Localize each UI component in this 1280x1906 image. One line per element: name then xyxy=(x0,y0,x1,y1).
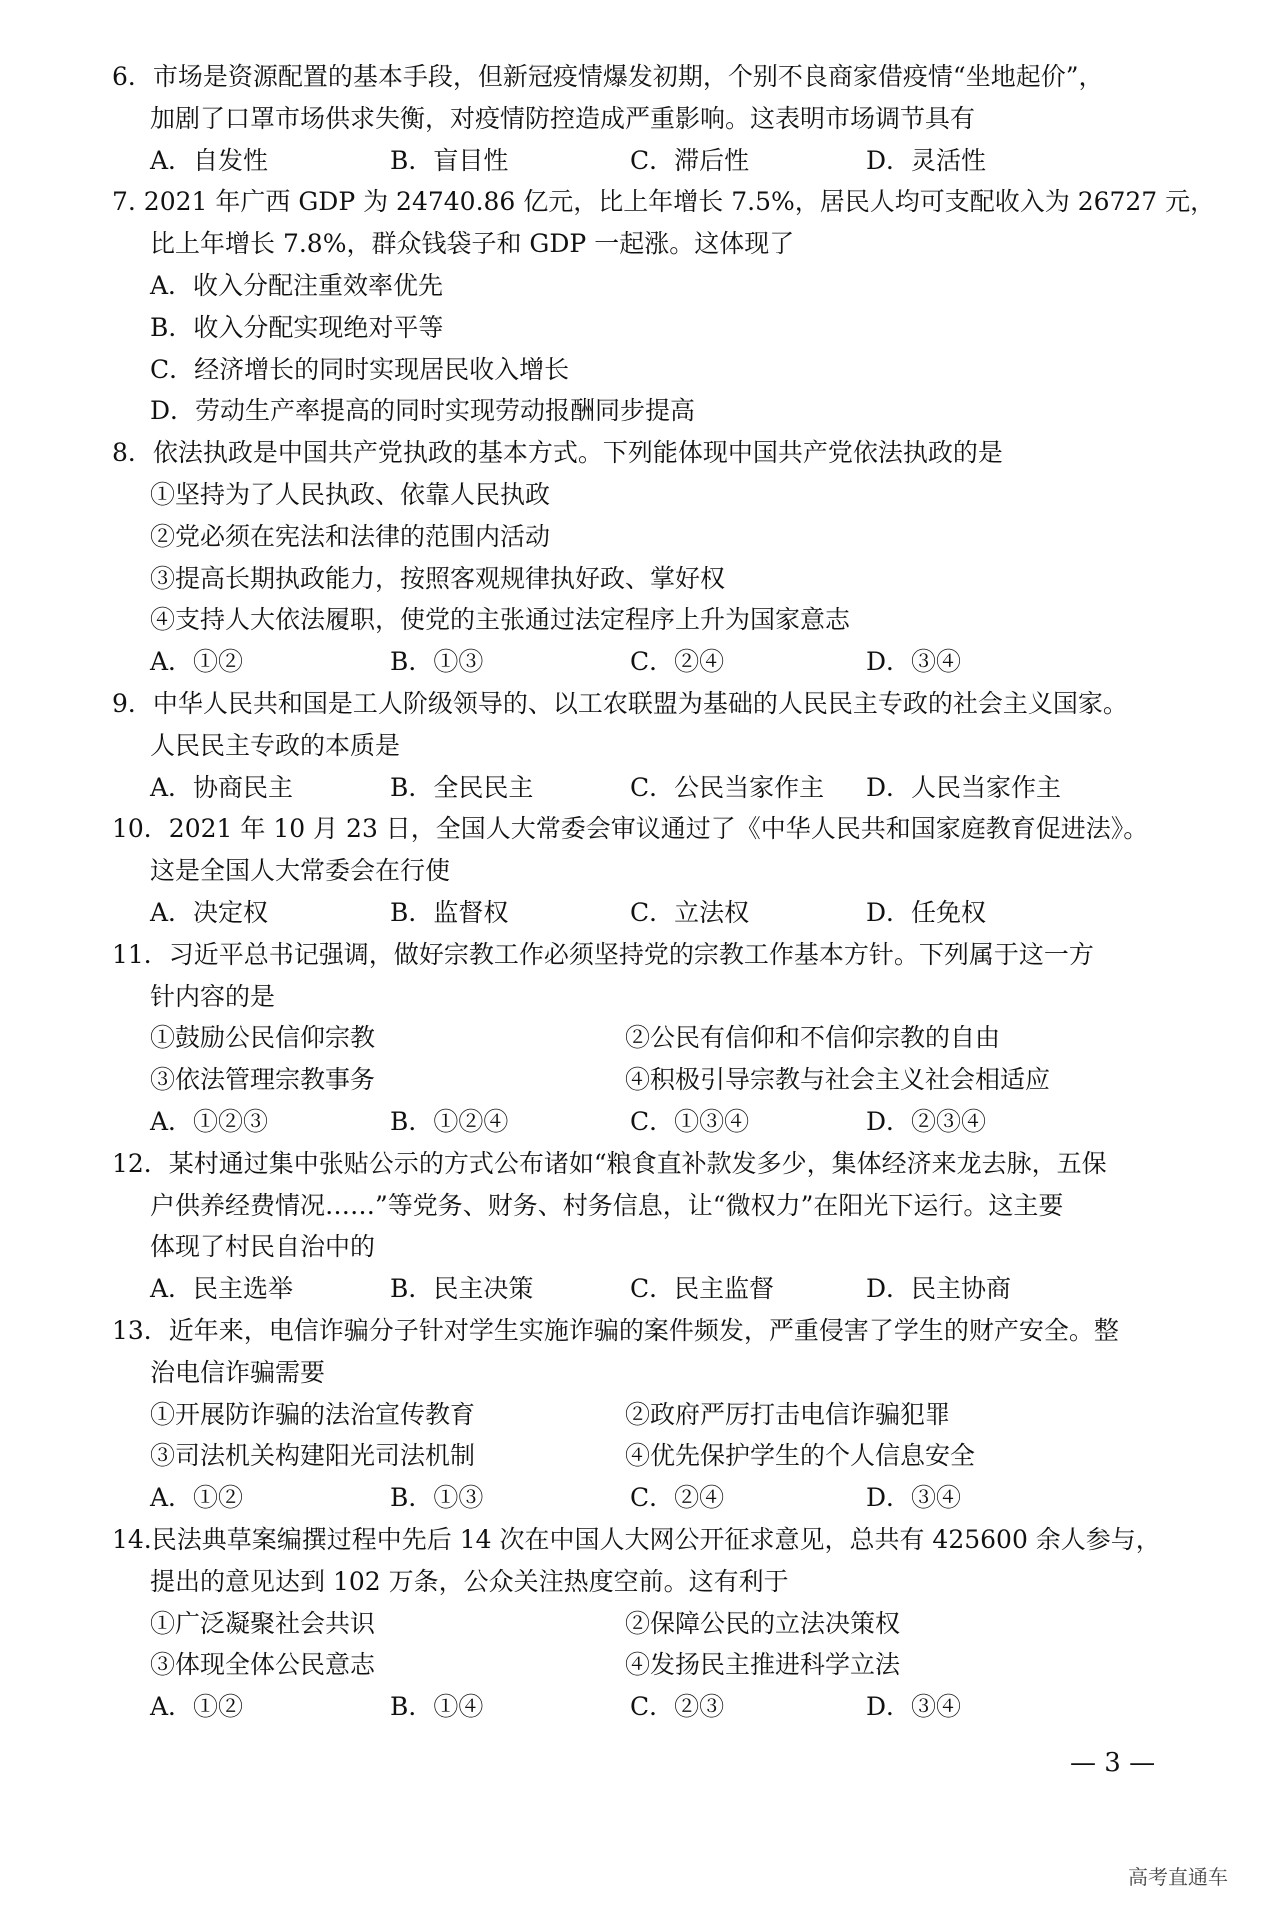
q7-stem-line: 比上年增长 7.8%，群众钱袋子和 GDP 一起涨。这体现了 xyxy=(150,229,795,259)
q13-stem-line: 13．近年来，电信诈骗分子针对学生实施诈骗的案件频发，严重侵害了学生的财产安全。整 xyxy=(112,1316,1119,1345)
q12-stem-line: 体现了村民自治中的 xyxy=(150,1232,376,1262)
q9-choice-c: C．公民当家作主 xyxy=(630,772,825,802)
q10-stem-line: 这是全国人大常委会在行使 xyxy=(150,856,451,886)
q10-choice-c: C．立法权 xyxy=(630,898,750,927)
q12-stem-line: 12．某村通过集中张贴公示的方式公布诸如“粮食直补款发多少，集体经济来龙去脉，五保 xyxy=(112,1148,1107,1178)
q7-statement: D．劳动生产率提高的同时实现劳动报酬同步提高 xyxy=(150,396,696,426)
q14-choice-c: C．②③ xyxy=(630,1692,725,1722)
q12-stem-line: 户供养经费情况……”等党务、财务、村务信息，让“微权力”在阳光下运行。这主要 xyxy=(150,1190,1064,1220)
q8-choice-d: D．③④ xyxy=(866,647,962,677)
q10-stem-line: 10．2021 年 10 月 23 日，全国人大常委会审议通过了《中华人民共和国家庭教育促进法》。 xyxy=(112,814,1149,844)
q8-stem-line: 8．依法执政是中国共产党执政的基本方式。下列能体现中国共产党依法执政的是 xyxy=(112,438,1003,468)
q12-choice-b: B．民主决策 xyxy=(390,1274,534,1304)
watermark: 高考直通车 xyxy=(1128,1865,1228,1889)
q7-statement: B．收入分配实现绝对平等 xyxy=(150,312,444,342)
q6-stem-line: 加剧了口罩市场供求失衡，对疫情防控造成严重影响。这表明市场调节具有 xyxy=(150,103,976,133)
q8-statement: ④支持人大依法履职，使党的主张通过法定程序上升为国家意志 xyxy=(150,605,851,635)
q8-choice-a: A．①② xyxy=(150,647,244,677)
q14-choice-d: D．③④ xyxy=(866,1692,962,1722)
q13-statement: ②政府严厉打击电信诈骗犯罪 xyxy=(625,1399,951,1429)
q6-choice-b: B．盲目性 xyxy=(390,145,509,175)
q14-statement: ①广泛凝聚社会共识 xyxy=(150,1608,376,1638)
page-number: — 3 — xyxy=(1070,1748,1156,1778)
q10-choice-b: B．监督权 xyxy=(390,898,509,927)
q8-statement: ②党必须在宪法和法律的范围内活动 xyxy=(150,521,551,551)
q13-choice-d: D．③④ xyxy=(866,1483,962,1513)
q11-choice-b: B．①②④ xyxy=(390,1107,509,1136)
q13-choice-a: A．①② xyxy=(150,1483,244,1513)
q6-choice-a: A．自发性 xyxy=(150,145,269,175)
q13-choice-c: C．②④ xyxy=(630,1483,725,1513)
q10-choice-d: D．任免权 xyxy=(866,898,987,927)
q11-statement: ③依法管理宗教事务 xyxy=(150,1065,376,1095)
q14-choice-a: A．①② xyxy=(150,1692,244,1722)
q11-statement: ②公民有信仰和不信仰宗教的自由 xyxy=(625,1023,1001,1053)
q13-statement: ①开展防诈骗的法治宣传教育 xyxy=(150,1399,476,1429)
q6-stem-line: 6．市场是资源配置的基本手段，但新冠疫情爆发初期，个别不良商家借疫情“坐地起价”， xyxy=(112,62,1104,91)
q11-choice-a: A．①②③ xyxy=(150,1107,269,1136)
q9-choice-d: D．人民当家作主 xyxy=(866,772,1062,802)
q14-stem-line: 14.民法典草案编撰过程中先后 14 次在中国人大网公开征求意见，总共有 425600 余人参与， xyxy=(112,1525,1161,1554)
q11-stem-line: 针内容的是 xyxy=(150,981,276,1011)
q6-choice-c: C．滞后性 xyxy=(630,145,750,175)
q14-statement: ②保障公民的立法决策权 xyxy=(625,1608,901,1638)
q14-stem-line: 提出的意见达到 102 万条，公众关注热度空前。这有利于 xyxy=(150,1566,789,1596)
q14-statement: ③体现全体公民意志 xyxy=(150,1650,376,1680)
q11-choice-d: D．②③④ xyxy=(866,1107,987,1136)
q8-choice-b: B．①③ xyxy=(390,647,484,677)
q14-choice-b: B．①④ xyxy=(390,1692,484,1722)
q11-statement: ①鼓励公民信仰宗教 xyxy=(150,1023,376,1053)
q8-choice-c: C．②④ xyxy=(630,647,725,677)
q9-choice-b: B．全民民主 xyxy=(390,772,534,802)
q9-choice-a: A．协商民主 xyxy=(150,772,294,802)
q13-statement: ④优先保护学生的个人信息安全 xyxy=(625,1441,976,1471)
q11-statement: ④积极引导宗教与社会主义社会相适应 xyxy=(625,1065,1051,1095)
q14-statement: ④发扬民主推进科学立法 xyxy=(625,1650,901,1680)
q10-choice-a: A．决定权 xyxy=(150,898,269,927)
q6-choice-d: D．灵活性 xyxy=(866,145,987,175)
q12-choice-d: D．民主协商 xyxy=(866,1274,1012,1304)
q12-choice-a: A．民主选举 xyxy=(150,1274,294,1304)
q8-statement: ①坚持为了人民执政、依靠人民执政 xyxy=(150,480,551,509)
q9-stem-line: 人民民主专政的本质是 xyxy=(150,730,401,760)
q9-stem-line: 9．中华人民共和国是工人阶级领导的、以工农联盟为基础的人民民主专政的社会主义国家。 xyxy=(112,689,1128,718)
q11-stem-line: 11．习近平总书记强调，做好宗教工作必须坚持党的宗教工作基本方针。下列属于这一方 xyxy=(112,939,1094,969)
q13-statement: ③司法机关构建阳光司法机制 xyxy=(150,1441,476,1471)
q7-statement: A．收入分配注重效率优先 xyxy=(150,271,444,300)
q7-stem-line: 7. 2021 年广西 GDP 为 24740.86 亿元，比上年增长 7.5%，居民人均可支配收入为 26727 元， xyxy=(112,187,1216,217)
q13-choice-b: B．①③ xyxy=(390,1483,484,1513)
q7-statement: C．经济增长的同时实现居民收入增长 xyxy=(150,354,570,384)
q8-statement: ③提高长期执政能力，按照客观规律执好政、掌好权 xyxy=(150,563,726,593)
q11-choice-c: C．①③④ xyxy=(630,1107,750,1136)
q13-stem-line: 治电信诈骗需要 xyxy=(150,1357,326,1387)
q12-choice-c: C．民主监督 xyxy=(630,1274,775,1304)
